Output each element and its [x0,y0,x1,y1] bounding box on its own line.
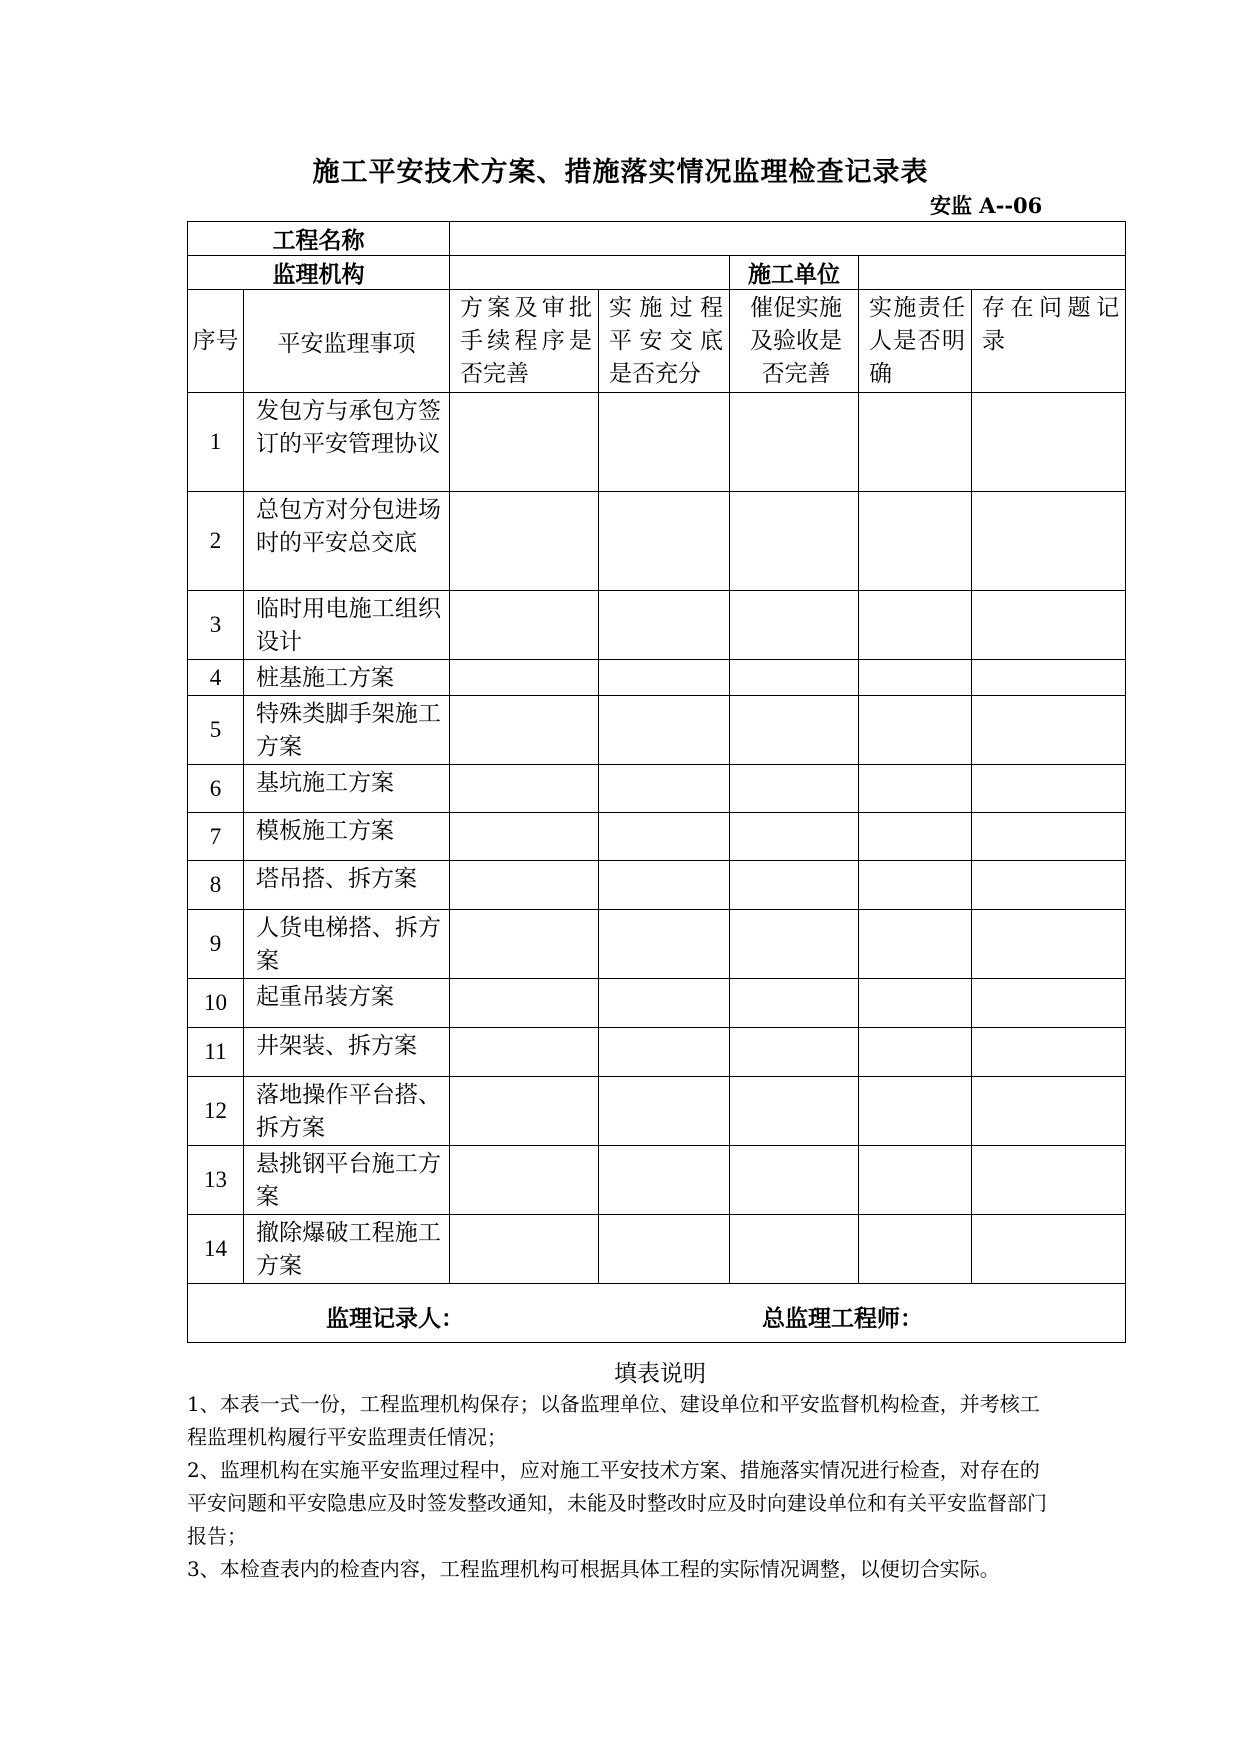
form-code: 安监 A--06 [930,193,1043,218]
approval-cell[interactable] [450,1215,599,1284]
row-item: 塔吊搭、拆方案 [244,861,450,910]
briefing-cell[interactable] [599,660,730,696]
project-name-field[interactable] [450,222,1126,256]
header-row [188,290,1126,393]
approval-cell[interactable] [450,696,599,765]
issues-cell[interactable] [972,1215,1126,1284]
row-item: 落地操作平台搭、拆方案 [244,1077,450,1146]
table-row [188,813,1126,861]
supervision-org-row [188,256,1126,290]
acceptance-cell[interactable] [730,910,859,979]
acceptance-cell[interactable] [730,492,859,591]
approval-cell[interactable] [450,1028,599,1077]
approval-cell[interactable] [450,910,599,979]
supervision-org-label: 监理机构 [188,256,450,290]
responsibility-cell[interactable] [859,1028,972,1077]
table-row [188,1215,1126,1284]
responsibility-cell[interactable] [859,910,972,979]
approval-header: 方案及审批手续程序是否完善 [450,290,599,393]
recorder-signature-label: 监理记录人： [326,1305,464,1332]
issues-cell[interactable] [972,1146,1126,1215]
approval-cell[interactable] [450,1146,599,1215]
table-row [188,591,1126,660]
table-row [188,765,1126,813]
row-item: 撤除爆破工程施工方案 [244,1215,450,1284]
row-seq: 8 [188,861,244,910]
row-item: 基坑施工方案 [244,765,450,813]
row-seq: 4 [188,660,244,696]
briefing-cell[interactable] [599,1028,730,1077]
issues-cell[interactable] [972,1077,1126,1146]
form-title: 施工平安技术方案、措施落实情况监理检查记录表 [312,157,929,188]
acceptance-cell[interactable] [730,1146,859,1215]
project-name-row [188,222,1126,256]
table-row [188,1077,1126,1146]
responsibility-cell[interactable] [859,393,972,492]
row-item: 总包方对分包进场时的平安总交底 [244,492,450,591]
row-seq: 9 [188,910,244,979]
row-seq: 5 [188,696,244,765]
responsibility-cell[interactable] [859,492,972,591]
approval-cell[interactable] [450,660,599,696]
issues-cell[interactable] [972,591,1126,660]
filling-instructions [187,1388,1057,1586]
issues-cell[interactable] [972,492,1126,591]
briefing-cell[interactable] [599,393,730,492]
approval-cell[interactable] [450,591,599,660]
note-item: 1、本表一式一份，工程监理机构保存；以备监理单位、建设单位和平安监督机构检查，并考核工程监理机构履行平安监理责任情况； [187,1392,1040,1449]
row-seq: 13 [188,1146,244,1215]
acceptance-cell[interactable] [730,765,859,813]
table-row [188,660,1126,696]
acceptance-cell[interactable] [730,591,859,660]
acceptance-header: 催促实施及验收是否完善 [730,290,859,393]
responsibility-cell[interactable] [859,861,972,910]
responsibility-cell[interactable] [859,813,972,861]
table-row [188,492,1126,591]
chief-engineer-signature-label: 总监理工程师： [762,1305,923,1332]
briefing-cell[interactable] [599,492,730,591]
row-item: 发包方与承包方签订的平安管理协议 [244,393,450,492]
briefing-cell[interactable] [599,765,730,813]
responsibility-cell[interactable] [859,1146,972,1215]
row-item: 悬挑钢平台施工方案 [244,1146,450,1215]
acceptance-cell[interactable] [730,1215,859,1284]
briefing-cell[interactable] [599,910,730,979]
responsibility-cell[interactable] [859,591,972,660]
responsibility-cell[interactable] [859,1077,972,1146]
approval-cell[interactable] [450,861,599,910]
briefing-cell[interactable] [599,813,730,861]
inspection-record-table [187,221,1166,1343]
row-seq: 12 [188,1077,244,1146]
acceptance-cell[interactable] [730,1028,859,1077]
acceptance-cell[interactable] [730,979,859,1028]
note-item: 2、监理机构在实施平安监理过程中，应对施工平安技术方案、措施落实情况进行检查，对存在的平安问题和平安隐患应及时签发整改通知，未能及时整改时应及时向建设单位和有关平安监督部门报告； [187,1458,1047,1548]
briefing-cell[interactable] [599,696,730,765]
row-seq: 7 [188,813,244,861]
briefing-cell[interactable] [599,861,730,910]
table-row [188,1146,1126,1215]
responsibility-cell[interactable] [859,979,972,1028]
briefing-cell[interactable] [599,1146,730,1215]
issues-cell[interactable] [972,813,1126,861]
supervision-org-field[interactable] [450,256,730,290]
row-seq: 1 [188,393,244,492]
approval-cell[interactable] [450,979,599,1028]
briefing-cell[interactable] [599,979,730,1028]
issues-cell[interactable] [972,861,1126,910]
briefing-header: 实施过程平安交底是否充分 [599,290,730,393]
responsibility-cell[interactable] [859,696,972,765]
responsibility-header: 实施责任人是否明确 [859,290,972,393]
approval-cell[interactable] [450,492,599,591]
approval-cell[interactable] [450,765,599,813]
issues-cell[interactable] [972,979,1126,1028]
responsibility-cell[interactable] [859,660,972,696]
briefing-cell[interactable] [599,1077,730,1146]
row-item: 模板施工方案 [244,813,450,861]
responsibility-cell[interactable] [859,1215,972,1284]
table-row [188,979,1126,1028]
issues-cell[interactable] [972,696,1126,765]
item-header: 平安监理事项 [244,290,450,393]
row-seq: 14 [188,1215,244,1284]
acceptance-cell[interactable] [730,393,859,492]
row-item: 临时用电施工组织设计 [244,591,450,660]
approval-cell[interactable] [450,393,599,492]
signature-row [188,1284,1126,1343]
construction-unit-label: 施工单位 [730,256,859,290]
table-row [188,861,1126,910]
note-item: 3、本检查表内的检查内容，工程监理机构可根据具体工程的实际情况调整，以便切合实际。 [187,1557,1000,1581]
briefing-cell[interactable] [599,1215,730,1284]
row-item: 桩基施工方案 [244,660,450,696]
briefing-cell[interactable] [599,591,730,660]
responsibility-cell[interactable] [859,765,972,813]
table-row [188,393,1126,492]
issues-cell[interactable] [972,393,1126,492]
row-item: 起重吊装方案 [244,979,450,1028]
row-seq: 6 [188,765,244,813]
issues-cell[interactable] [972,910,1126,979]
acceptance-cell[interactable] [730,861,859,910]
notes-title: 填表说明 [614,1361,706,1387]
row-seq: 2 [188,492,244,591]
row-item: 井架装、拆方案 [244,1028,450,1077]
seq-header: 序号 [188,290,244,393]
row-seq: 10 [188,979,244,1028]
table-row [188,910,1126,979]
acceptance-cell[interactable] [730,1077,859,1146]
approval-cell[interactable] [450,813,599,861]
row-seq: 11 [188,1028,244,1077]
approval-cell[interactable] [450,1077,599,1146]
issues-cell[interactable] [972,1028,1126,1077]
row-item: 人货电梯搭、拆方案 [244,910,450,979]
signature-cell [188,1284,1126,1343]
row-seq: 3 [188,591,244,660]
issues-cell[interactable] [972,765,1126,813]
table-row [188,1028,1126,1077]
acceptance-cell[interactable] [730,813,859,861]
acceptance-cell[interactable] [730,660,859,696]
table-row [188,696,1126,765]
construction-unit-field[interactable] [859,256,1126,290]
issues-cell[interactable] [972,660,1126,696]
issues-header: 存在问题记 录 [972,290,1126,393]
acceptance-cell[interactable] [730,696,859,765]
project-name-label: 工程名称 [188,222,450,256]
row-item: 特殊类脚手架施工方案 [244,696,450,765]
